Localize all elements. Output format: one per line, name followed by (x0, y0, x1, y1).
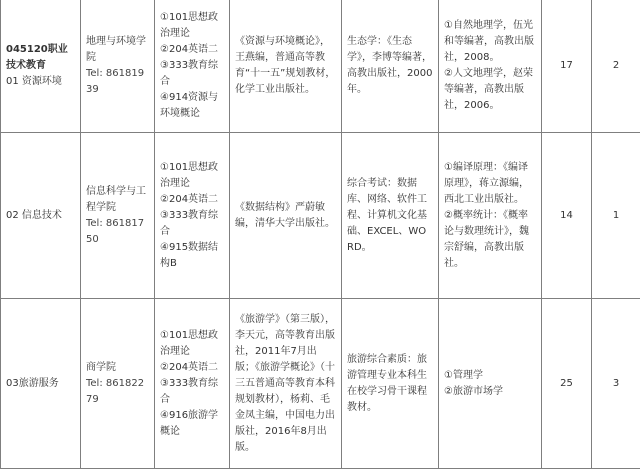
recommended-number: 2 (592, 0, 640, 133)
school-tel: Tel: 86181939 (86, 66, 149, 98)
major-direction: 01 资源环境 (6, 74, 75, 90)
exam-subjects-cell (155, 299, 230, 469)
supplementary-subject: ①自然地理学，伍光和等编著，高教出版社，2008。 (444, 18, 536, 66)
major-direction: 02 信息技术 (6, 208, 75, 224)
exam-subject: ③333教育综合 (160, 376, 224, 408)
exam-subject: ④915数据结构B (160, 240, 224, 272)
exam-subject: ④914资源与环境概论 (160, 90, 224, 122)
table-row (1, 133, 640, 299)
major-direction: 03旅游服务 (6, 376, 75, 392)
recommended-number: 1 (592, 133, 640, 299)
supplementary-subject: ②概率统计：《概率论与数理统计》，魏宗舒编，高教出版社。 (444, 208, 536, 272)
major-cell (1, 133, 81, 299)
retest-subject-cell: 旅游综合素质：旅游管理专业本科生在校学习骨干课程教材。 (342, 299, 439, 469)
exam-subject: ③333教育综合 (160, 208, 224, 240)
school-tel: Tel: 86181750 (86, 216, 149, 248)
major-cell (1, 299, 81, 469)
exam-subject: ③333教育综合 (160, 58, 224, 90)
reference-books-cell: 《数据结构》严蔚敏编，清华大学出版社。 (230, 133, 342, 299)
major-code: 045120职业技术教育 (6, 42, 75, 74)
reference-books-cell: 《资源与环境概论》，王燕编，普通高等教育“十一五”规划教材，化学工业出版社。 (230, 0, 342, 133)
supplementary-exam-cell (439, 299, 542, 469)
exam-subject: ①101思想政治理论 (160, 160, 224, 192)
supplementary-exam-cell (439, 0, 542, 133)
exam-subjects-cell (155, 133, 230, 299)
exam-subject: ①101思想政治理论 (160, 10, 224, 42)
exam-subjects-cell (155, 0, 230, 133)
supplementary-subject: ②人文地理学，赵荣等编著，高教出版社，2006。 (444, 66, 536, 114)
school-name: 信息科学与工程学院 (86, 184, 149, 216)
major-cell (1, 0, 81, 133)
supplementary-subject: ②旅游市场学 (444, 384, 536, 400)
enrollment-number: 14 (542, 133, 592, 299)
table-row (1, 0, 640, 133)
table-row (1, 299, 640, 469)
school-name: 商学院 (86, 360, 149, 376)
enrollment-number: 17 (542, 0, 592, 133)
exam-subject: ②204英语二 (160, 42, 224, 58)
supplementary-exam-cell (439, 133, 542, 299)
reference-books-cell: 《旅游学》（第三版），李天元，高等教育出版社，2011年7月出版；《旅游学概论》（十三五普通高等教育本科规划教材），杨莉、毛金凤主编，中国电力出版社，2016年8月出版。 (230, 299, 342, 469)
exam-subject: ②204英语二 (160, 192, 224, 208)
exam-subject: ①101思想政治理论 (160, 328, 224, 360)
supplementary-subject: ①编译原理：《编译原理》，蒋立源编，西北工业出版社。 (444, 160, 536, 208)
exam-subject: ②204英语二 (160, 360, 224, 376)
school-cell (81, 0, 155, 133)
retest-subject-cell: 综合考试：数据库、网络、软件工程、计算机文化基础、EXCEL、WORD。 (342, 133, 439, 299)
recommended-number: 3 (592, 299, 640, 469)
school-name: 地理与环境学院 (86, 34, 149, 66)
exam-subject: ④916旅游学概论 (160, 408, 224, 440)
school-cell (81, 133, 155, 299)
school-cell (81, 299, 155, 469)
school-tel: Tel: 86182279 (86, 376, 149, 408)
retest-subject-cell: 生态学：《生态学》，李博等编著，高教出版社，2000年。 (342, 0, 439, 133)
enrollment-number: 25 (542, 299, 592, 469)
supplementary-subject: ①管理学 (444, 368, 536, 384)
